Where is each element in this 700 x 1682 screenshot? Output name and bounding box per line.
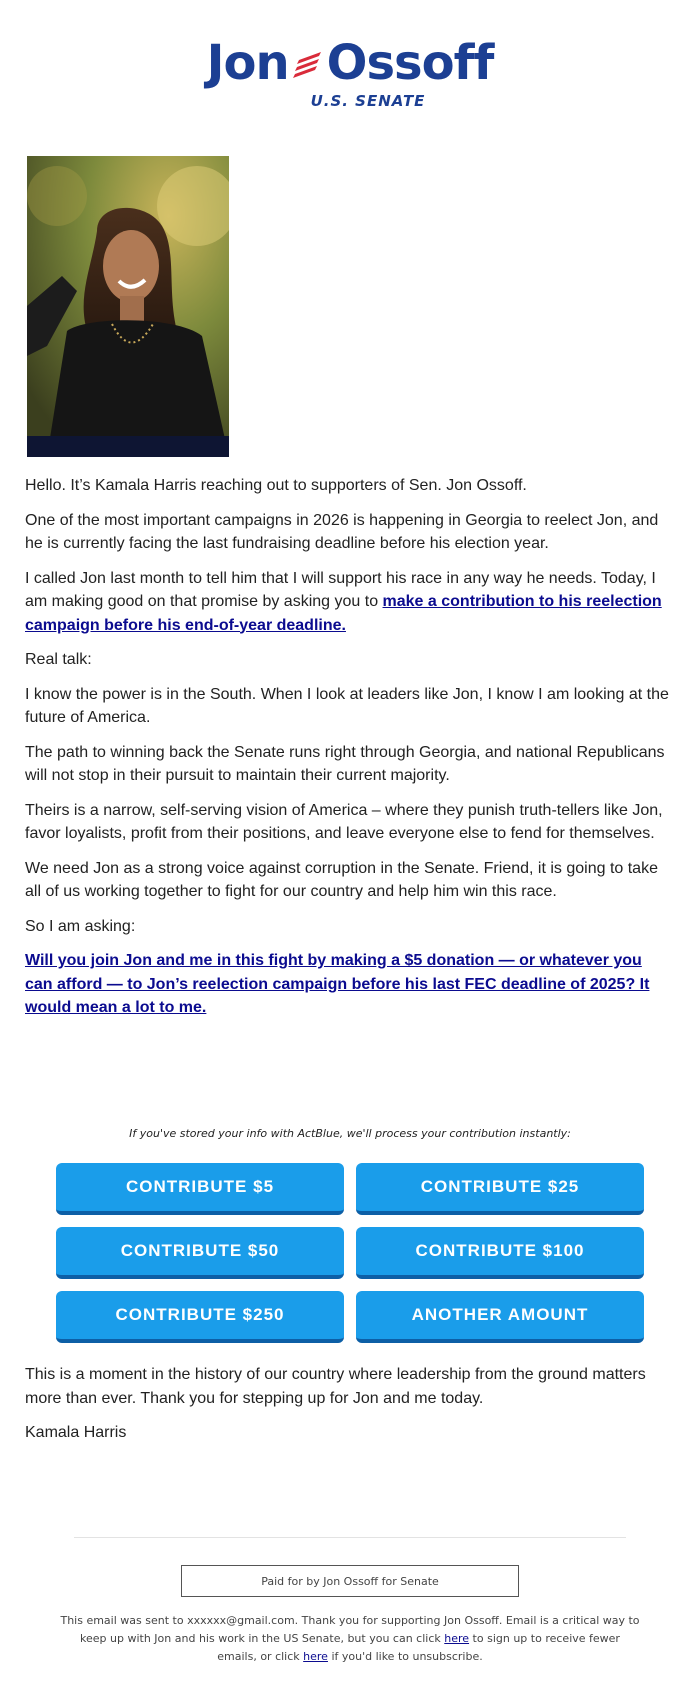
footer-text-1: This email was sent to (60, 1614, 188, 1627)
signature: Kamala Harris (25, 1424, 127, 1441)
contribute-25-button[interactable]: CONTRIBUTE $25 (356, 1163, 644, 1215)
contribute-buttons (56, 1163, 646, 1343)
actblue-note: If you've stored your info with ActBlue, we'll process your contribution instantly: (129, 1127, 571, 1140)
body-paragraph: One of the most important campaigns in 2026 is happening in Georgia to reelect Jon, and he is currently facing the last fundraising deadline before his election year. (25, 511, 659, 552)
another-amount-button[interactable]: ANOTHER AMOUNT (356, 1291, 644, 1343)
closing-section (25, 1363, 673, 1456)
donation-ask-link[interactable]: Will you join Jon and me in this fight by making a $5 donation — or whatever you can afford — to Jon’s reelection campaign before his last FEC deadline of 2025? It would mean a lot to me. (25, 952, 650, 1016)
portrait-photo (27, 156, 229, 457)
footer-text-3: to sign up to receive fewer emails, or click (217, 1632, 620, 1663)
footer-text-4: if you'd like to unsubscribe. (327, 1650, 483, 1663)
body-paragraph (25, 567, 673, 638)
footer-text (60, 1612, 640, 1666)
body-paragraph: Theirs is a narrow, self-serving vision of America – where they punish truth-tellers like Jon, favor loyalists, profit from their positions, and leave everyone else to fend for themselves. (25, 801, 663, 842)
body-paragraph: So I am asking: (25, 917, 136, 935)
recipient-email: xxxxxx@gmail.com (187, 1614, 295, 1627)
body-paragraph: Real talk: (25, 651, 92, 668)
unsubscribe-link[interactable]: here (303, 1650, 328, 1663)
closing-paragraph: This is a moment in the history of our country where leadership from the ground matters more than ever. Thank you for stepping up for Jon and me today. (25, 1366, 646, 1407)
fewer-emails-link[interactable]: here (444, 1632, 470, 1645)
logo-wordmark (206, 35, 494, 91)
campaign-logo[interactable] (0, 35, 700, 110)
contribute-50-button[interactable]: CONTRIBUTE $50 (56, 1227, 344, 1279)
email-body (25, 474, 673, 1031)
logo-subtitle: U.S. SENATE (310, 92, 426, 110)
logo-last-name: Ossoff (326, 35, 494, 91)
footer-divider (74, 1537, 626, 1538)
flag-stripes-icon (291, 52, 325, 82)
body-paragraph: I know the power is in the South. When I look at leaders like Jon, I know I am looking at the future of America. (25, 685, 669, 726)
contribution-link[interactable]: make a contribution to his reelection campaign before his end-of-year deadline. (25, 593, 662, 634)
paragraph-text: I called Jon last month to tell him that I will support his race in any way he needs. Today, I am making good on that promise by asking you to (25, 569, 656, 610)
paid-for-disclaimer: Paid for by Jon Ossoff for Senate (181, 1565, 519, 1597)
contribute-5-button[interactable]: CONTRIBUTE $5 (56, 1163, 344, 1215)
body-paragraph: We need Jon as a strong voice against corruption in the Senate. Friend, it is going to take all of us working together to fight for our country and help him win this race. (25, 859, 658, 900)
greeting-paragraph: Hello. It’s Kamala Harris reaching out to supporters of Sen. Jon Ossoff. (25, 477, 527, 494)
logo-first-name: Jon (206, 35, 289, 91)
footer-text-2: . Thank you for supporting Jon Ossoff. Email is a critical way to keep up with Jon and his work in the US Senate, but you can click (80, 1614, 640, 1645)
contribute-250-button[interactable]: CONTRIBUTE $250 (56, 1291, 344, 1343)
contribute-100-button[interactable]: CONTRIBUTE $100 (356, 1227, 644, 1279)
body-paragraph: The path to winning back the Senate runs right through Georgia, and national Republicans will not stop in their pursuit to maintain their current majority. (25, 743, 665, 784)
body-paragraph (25, 949, 673, 1020)
